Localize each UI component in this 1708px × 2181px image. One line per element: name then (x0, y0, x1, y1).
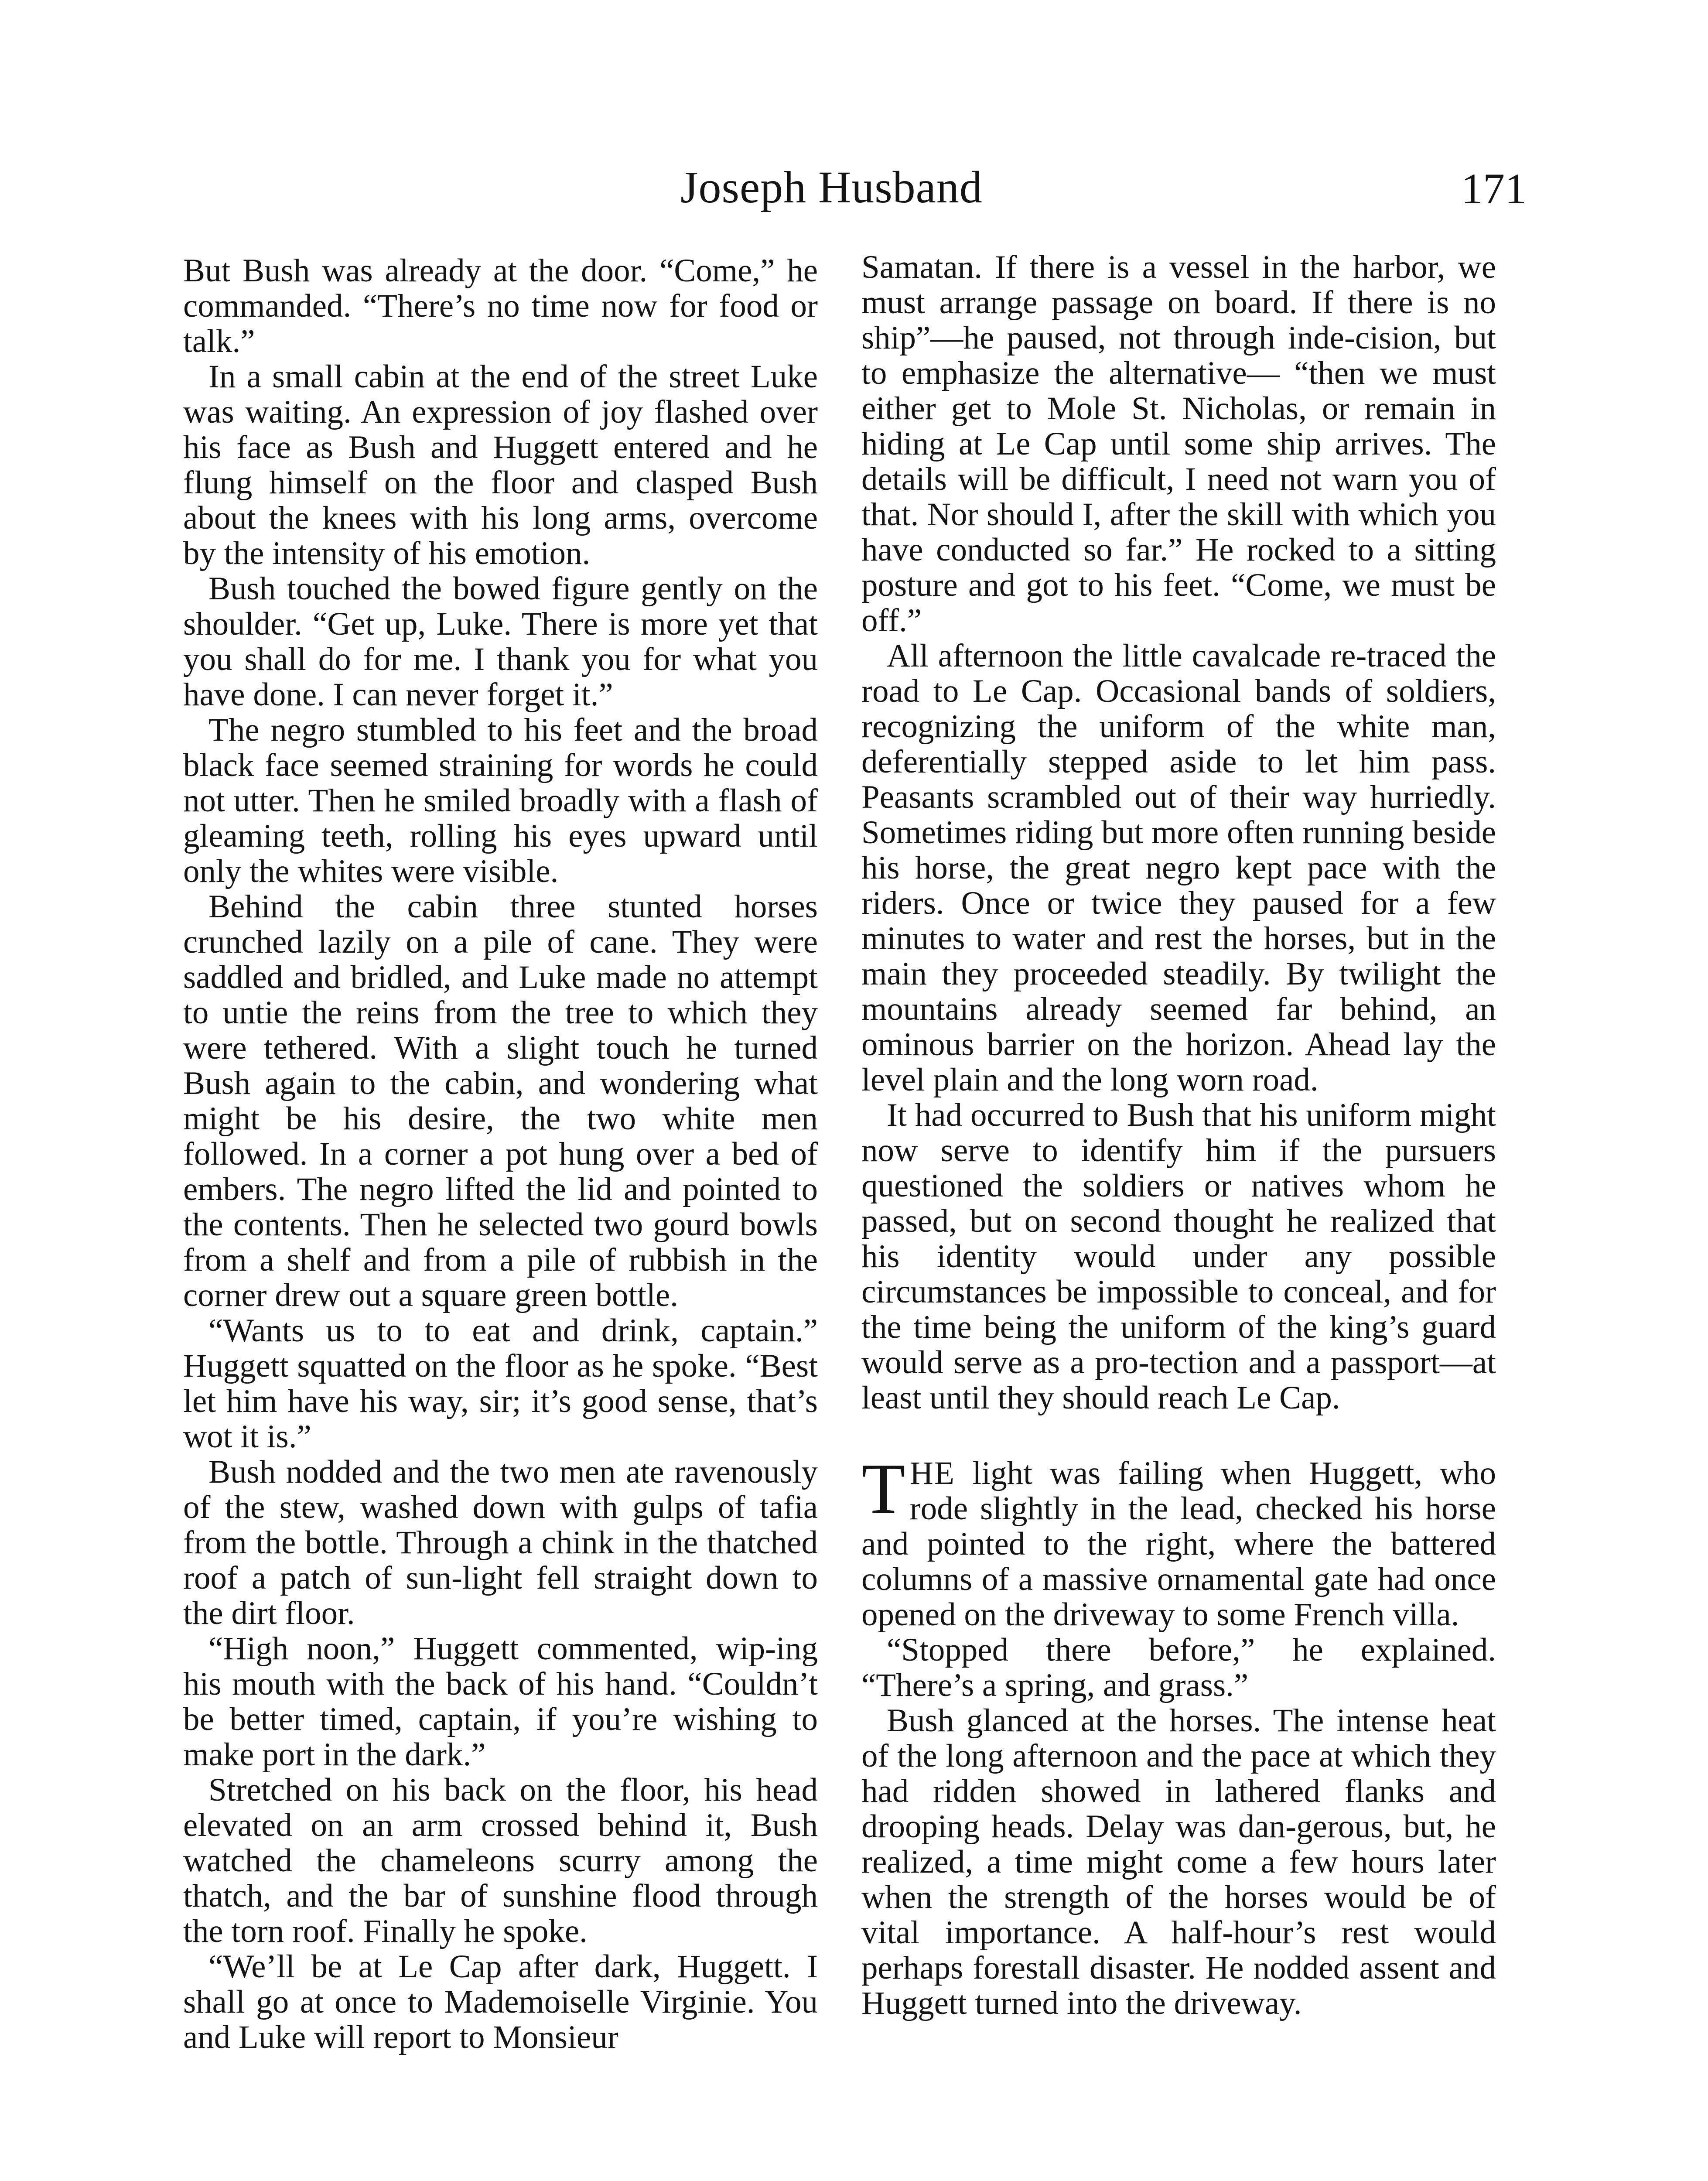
paragraph: Bush glanced at the horses. The intense heat of the long afternoon and the pace at which they had ridden showed in lathered flanks and drooping heads. Delay was dan-gerous, but, he realized, a time might come a few hours later when the strength of the horses would be of vital importance. A half-hour’s rest would perhaps forestall disaster. He nodded assent and Huggett turned into the driveway. (861, 1702, 1496, 2021)
paragraph: But Bush was already at the door. “Come,” he commanded. “There’s no time now for food or talk.” (183, 253, 818, 359)
paragraph: Behind the cabin three stunted horses crunched lazily on a pile of cane. They were saddled and bridled, and Luke made no attempt to untie the reins from the tree to which they were tethered. With a slight touch he turned Bush again to the cabin, and wondering what might be his desire, the two white men followed. In a corner a pot hung over a bed of embers. The negro lifted the lid and pointed to the contents. Then he selected two gourd bowls from a shelf and from a pile of rubbish in the corner drew out a square green bottle. (183, 889, 818, 1313)
continued-paragraph: Samatan. If there is a vessel in the harbor, we must arrange passage on board. If there is no ship”—he paused, not through inde-cision, but to emphasize the alternative— “then we must either get to Mole St. Nicholas, or remain in hiding at Le Cap until some ship arrives. The details will be difficult, I need not warn you of that. Nor should I, after the skill with which you have conducted so far.” He rocked to a sitting posture and got to his feet. “Come, we must be off.” (861, 249, 1496, 639)
paragraph: It had occurred to Bush that his uniform might now serve to identify him if the pursuers questioned the soldiers or natives whom he passed, but on second thought he realized that his identity would under any possible circumstances be impossible to conceal, and for the time being the uniform of the king’s guard would serve as a pro-tection and a passport—at least until they should reach Le Cap. (861, 1097, 1496, 1416)
drop-cap-letter: T (861, 1449, 905, 1528)
paragraph: “Wants us to to eat and drink, captain.” Huggett squatted on the floor as he spoke. “Best let him have his way, sir; it’s good sense, that’s wot it is.” (183, 1313, 818, 1455)
paragraph: Stretched on his back on the floor, his head elevated on an arm crossed behind it, Bush watched the chameleons scurry among the thatch, and the bar of sunshine flood through the torn roof. Finally he spoke. (183, 1772, 818, 1949)
paragraph: The negro stumbled to his feet and the broad black face seemed straining for words he could not utter. Then he smiled broadly with a flash of gleaming teeth, rolling his eyes upward until only the whites were visible. (183, 712, 818, 889)
paragraph: In a small cabin at the end of the street Luke was waiting. An expression of joy flashed over his face as Bush and Huggett entered and he flung himself on the floor and clasped Bush about the knees with his long arms, overcome by the intensity of his emotion. (183, 359, 818, 571)
section-break (861, 1415, 1496, 1456)
drop-cap-rest: light was failing when Huggett, who rode slightly in the lead, checked his horse and pointed to the right, where the battered columns of a massive ornamental gate had once opened on the driveway to some French villa. (861, 1455, 1496, 1633)
paragraph: Bush touched the bowed figure gently on the shoulder. “Get up, Luke. There is more yet that you shall do for me. I thank you for what you have done. I can never forget it.” (183, 571, 818, 713)
drop-cap-smallcaps: HE (909, 1455, 955, 1491)
paragraph: “We’ll be at Le Cap after dark, Huggett. I shall go at once to Mademoiselle Virginie. You and Luke will report to Monsieur (183, 1949, 818, 2055)
running-title: Joseph Husband (680, 162, 983, 212)
paragraph: Bush nodded and the two men ate ravenously of the stew, washed down with gulps of tafia from the bottle. Through a chink in the thatched roof a patch of sun-light fell straight down to the dirt floor. (183, 1454, 818, 1631)
left-column (183, 253, 818, 2055)
paragraph: All afternoon the little cavalcade re-traced the road to Le Cap. Occasional bands of soldiers, recognizing the uniform of the white man, deferentially stepped aside to let him pass. Peasants scrambled out of their way hurriedly. Sometimes riding but more often running beside his horse, the great negro kept pace with the riders. Once or twice they paused for a few minutes to water and rest the horses, but in the main they proceeded steadily. By twilight the mountains already seemed far behind, an ominous barrier on the horizon. Ahead lay the level plain and the long worn road. (861, 638, 1496, 1098)
page-number: 171 (1461, 164, 1527, 213)
right-column (861, 250, 1496, 2021)
drop-cap-paragraph (861, 1449, 1496, 1633)
paragraph: “High noon,” Huggett commented, wip-ing his mouth with the back of his hand. “Couldn’t be better timed, captain, if you’re wishing to make port in the dark.” (183, 1631, 818, 1773)
paragraph: “Stopped there before,” he explained. “There’s a spring, and grass.” (861, 1632, 1496, 1703)
